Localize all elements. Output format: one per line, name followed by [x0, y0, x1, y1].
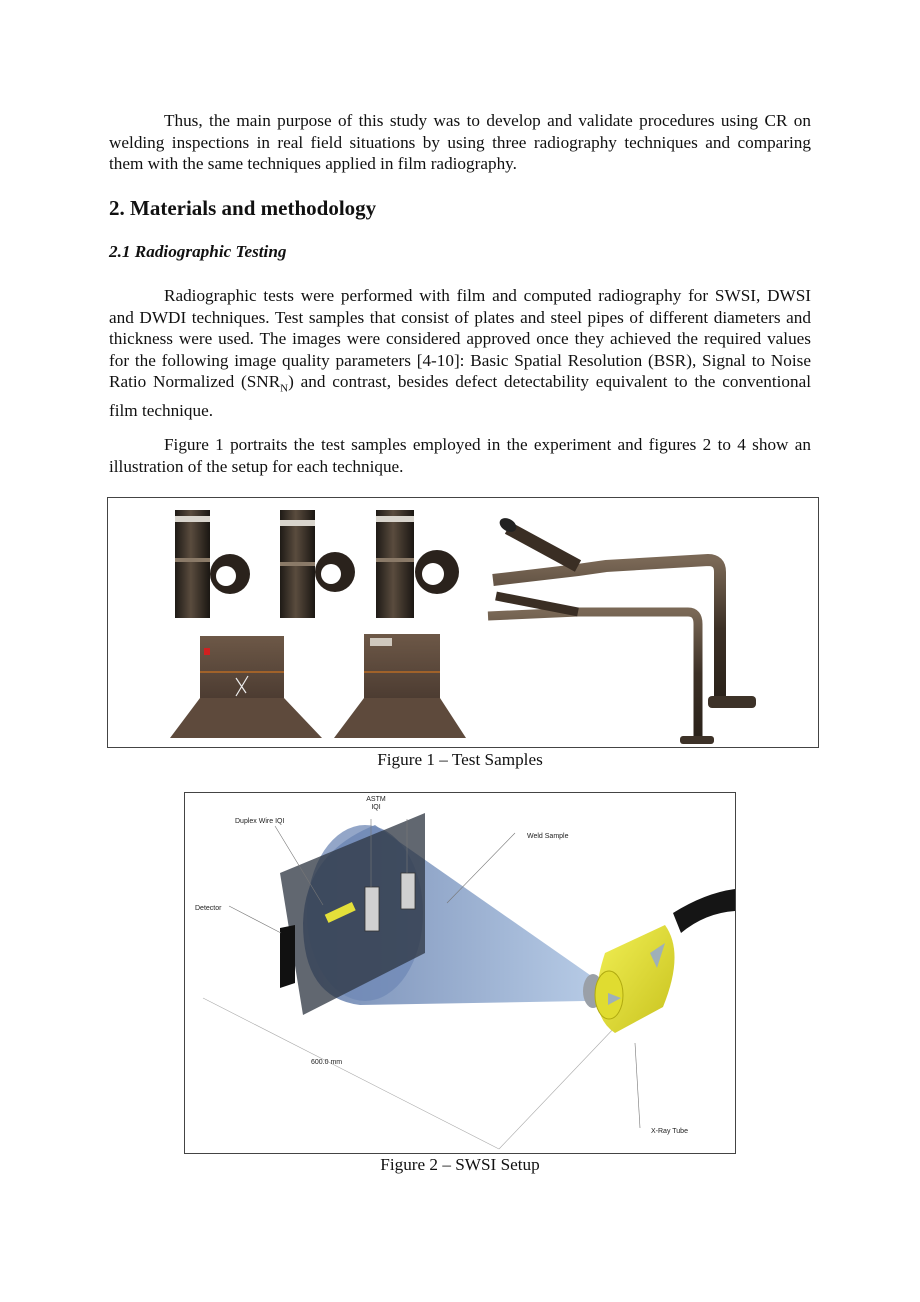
intro-paragraph: Thus, the main purpose of this study was to develop and validate procedures using CR on welding inspections in real field situations by using three radiography techniques and comparing them with the same techniques applied in film radiography.	[109, 111, 811, 174]
figure-1-test-samples	[107, 497, 819, 748]
pipe-sample-3	[376, 510, 459, 618]
astm-label-line1: ASTM	[366, 796, 386, 803]
astm-label-line2: IQI	[371, 804, 381, 811]
pipe-sample-2	[280, 510, 355, 618]
astm-iqi-1	[365, 887, 379, 931]
distance-label: 600.0 mm	[311, 1059, 343, 1066]
figure-1-caption: Figure 1 – Test Samples	[377, 750, 543, 769]
figure-intro-paragraph: Figure 1 portraits the test samples employed in the experiment and figures 2 to 4 show an illustration of the setup for each technique.	[109, 435, 811, 476]
paragraph-text-start: Radiographic tests were performed with film and computed radiography for SWSI, DWSI and DWDI techniques. Test samples that consist of plates and steel pipes of different diameters and thickness were used. The images were considered approved once they achieved the required values for the following image quality parameters [4-10]: Basic Spatial Resolution (BSR), Signal to Noise Ratio Normalized (SNR	[109, 286, 811, 392]
test-samples-photo	[108, 498, 818, 747]
xray-tube-label: X-Ray Tube	[651, 1128, 688, 1135]
figure-2-swsi-setup	[184, 792, 736, 1154]
detector-label: Detector	[195, 905, 222, 912]
bent-pipe-samples	[488, 515, 756, 744]
weld-sample-label: Weld Sample	[527, 833, 569, 840]
section-heading: 2. Materials and methodology	[109, 196, 377, 220]
subsection-heading: 2.1 Radiographic Testing	[109, 242, 287, 261]
radiographic-testing-paragraph	[109, 285, 811, 422]
paragraph-text-end: ) and contrast, besides defect detectability equivalent to the conventional film technique.	[109, 372, 811, 421]
pipe-sample-1	[175, 510, 250, 618]
duplex-wire-label: Duplex Wire IQI	[235, 818, 285, 825]
plate-sample-2	[334, 634, 466, 738]
swsi-setup-illustration	[185, 793, 735, 1153]
subscript-n: N	[280, 382, 289, 395]
astm-iqi-2	[401, 873, 415, 909]
plate-sample-1	[170, 636, 322, 738]
figure-2-caption: Figure 2 – SWSI Setup	[380, 1155, 540, 1174]
xray-tube	[583, 889, 735, 1033]
